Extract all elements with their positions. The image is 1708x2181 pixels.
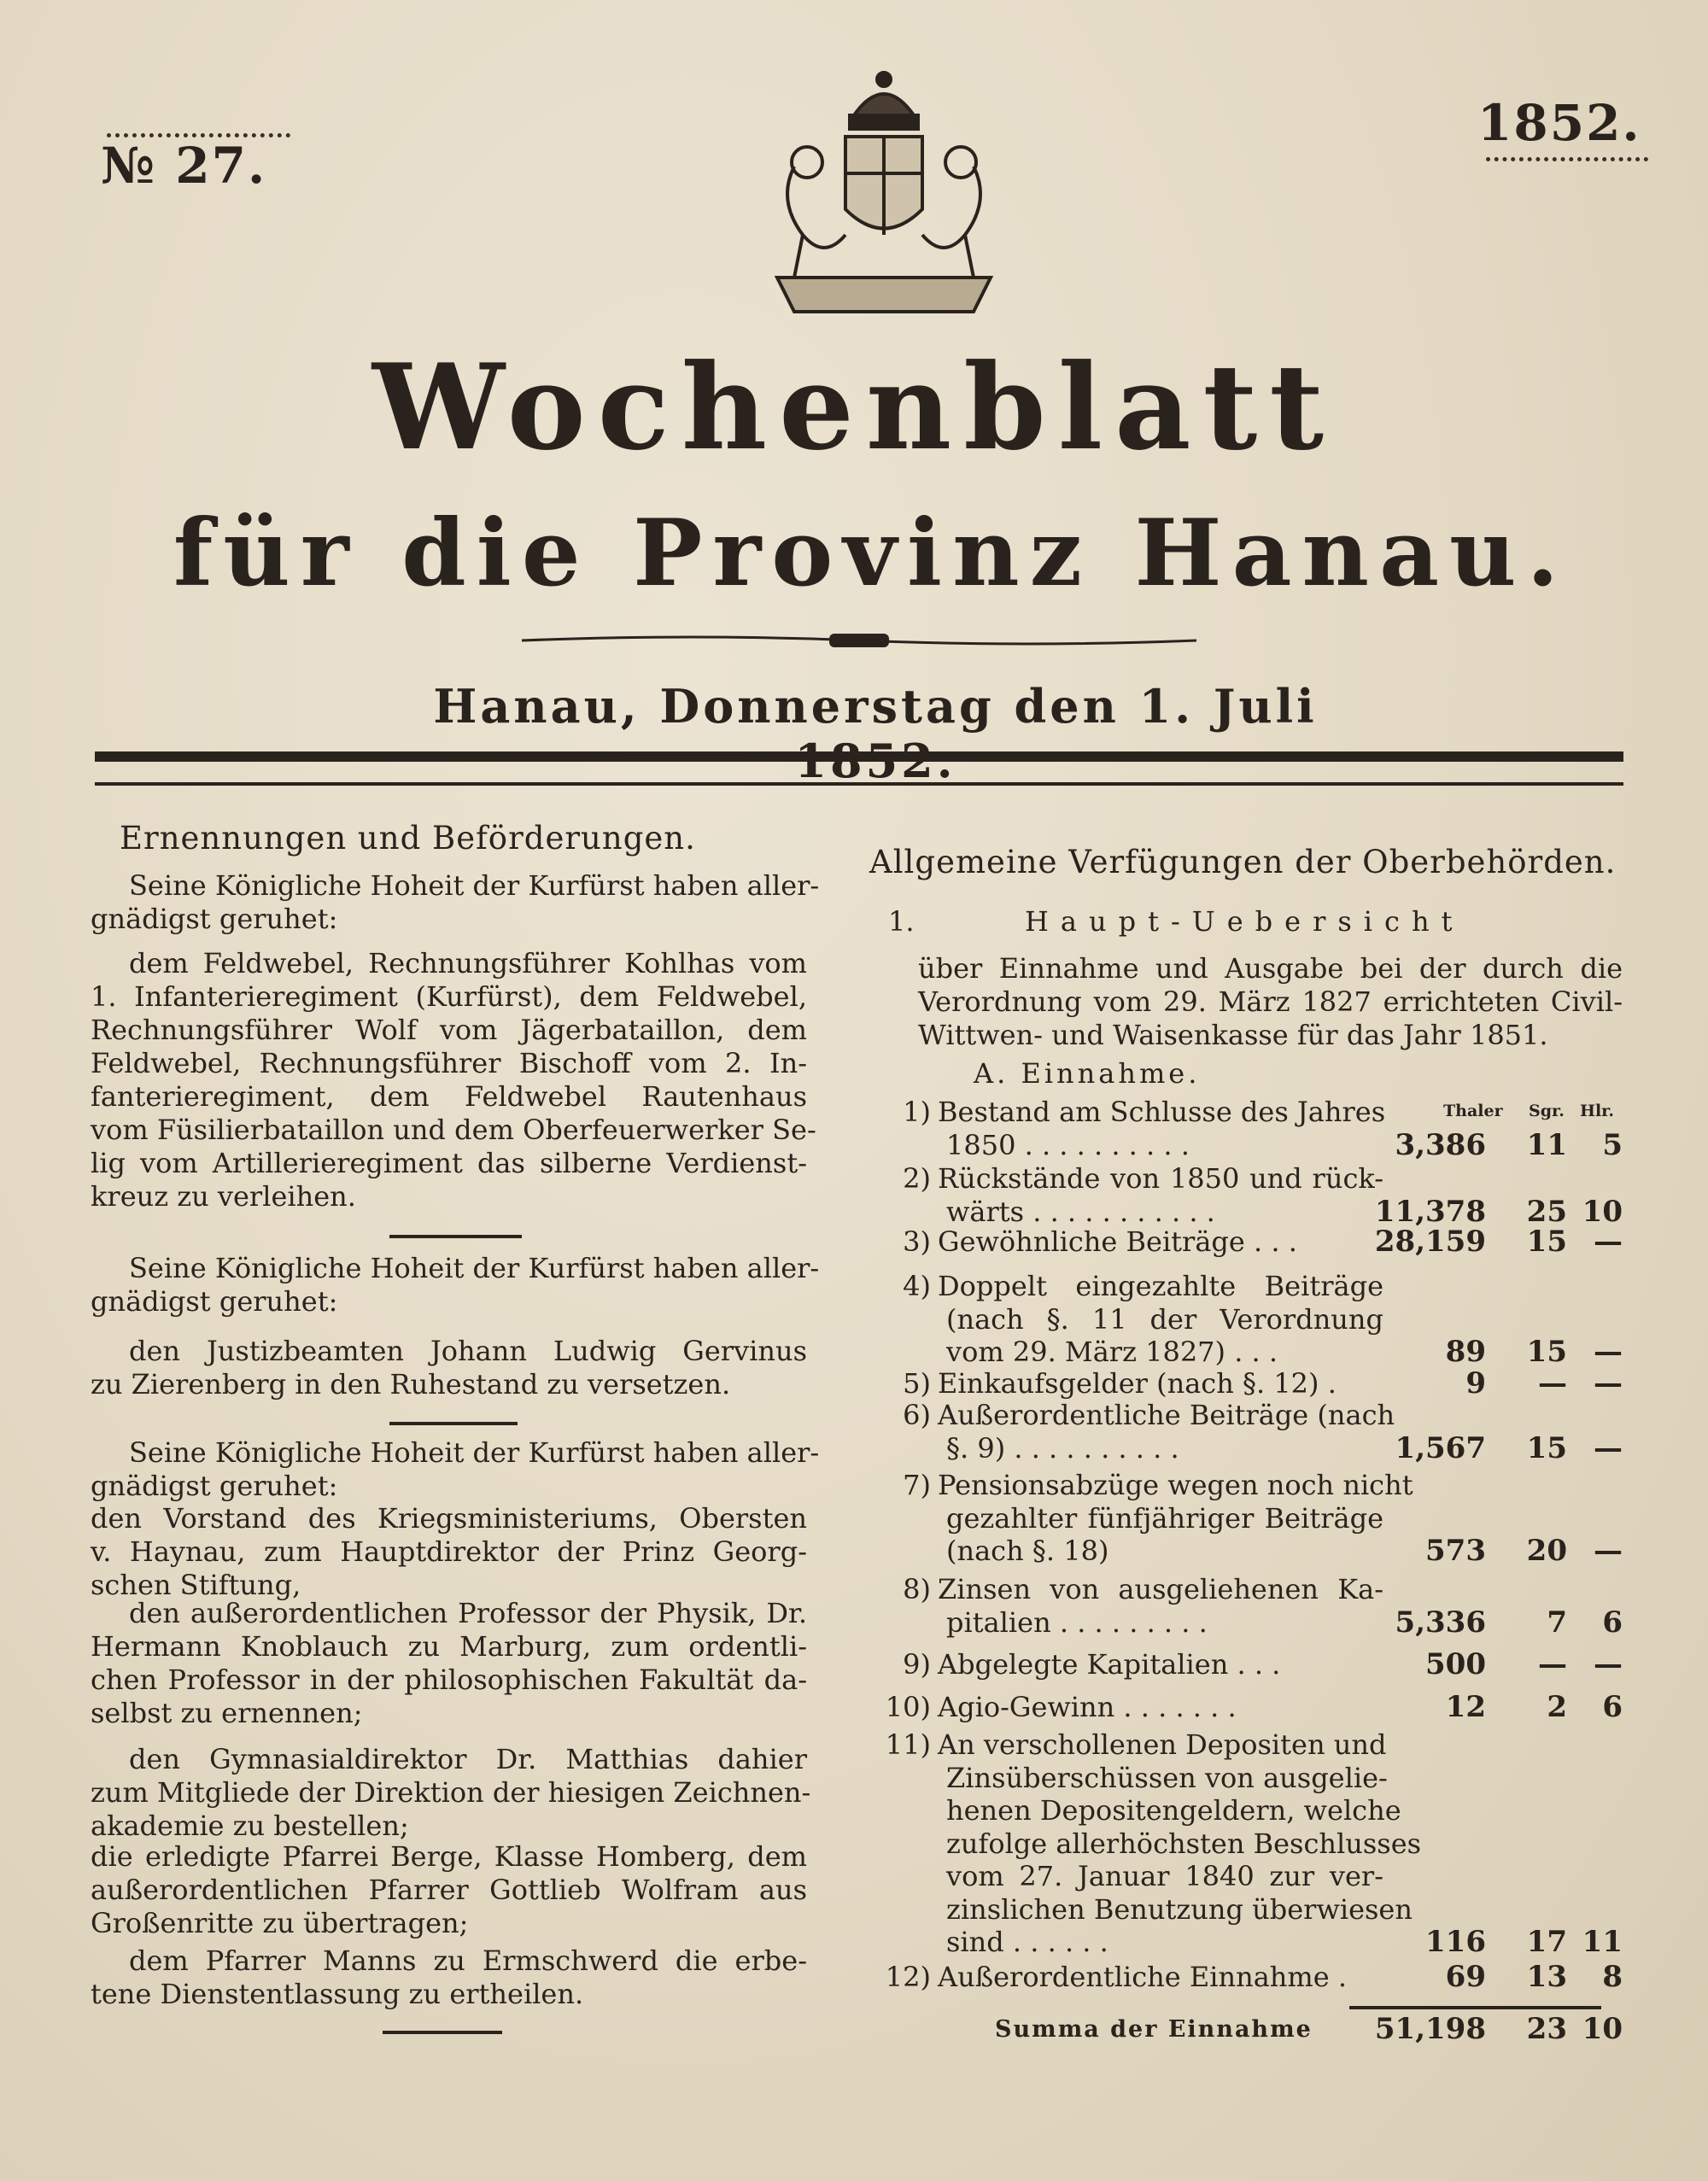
paragraph-line: dem Feldwebel, Rechnungsführer Kohlhas vom [129, 947, 807, 979]
paragraph-line: Rechnungsführer Wolf vom Jägerbataillon, dem [91, 1014, 807, 1046]
column-header-thaler: Thaler [1443, 1102, 1503, 1120]
paragraph-line: chen Professor in der philosophischen Fakultät da- [91, 1664, 807, 1696]
intro-line: über Einnahme und Ausgabe bei der durch die [918, 952, 1623, 985]
paragraph-line: den Vorstand des Kriegsministeriums, Obersten [91, 1502, 807, 1535]
total-thaler: 51,198 [1374, 2012, 1486, 2046]
item-number: 1) [903, 1096, 931, 1128]
newspaper-title-line1: Wochenblatt [371, 337, 1337, 477]
amount-hlr: 11 [1582, 1925, 1623, 1959]
item-line: Abgelegte Kapitalien . . . [938, 1648, 1281, 1681]
amount-sgr: 15 [1526, 1225, 1567, 1259]
paragraph-line: den Gymnasialdirektor Dr. Matthias dahier [129, 1743, 807, 1775]
paragraph-line: Feldwebel, Rechnungsführer Bischoff vom 2. In- [91, 1047, 807, 1079]
amount-hlr: 5 [1602, 1127, 1623, 1162]
item-line: Bestand am Schlusse des Jahres [938, 1096, 1386, 1128]
item-line: Außerordentliche Beiträge (nach [938, 1399, 1395, 1431]
amount-hlr: 8 [1602, 1960, 1623, 1994]
amount-thaler: 1,567 [1395, 1430, 1486, 1465]
amount-sgr: 25 [1526, 1194, 1567, 1229]
item-number: 9) [903, 1648, 931, 1681]
paragraph-line: gnädigst geruhet: [91, 1285, 338, 1318]
paragraph-line: zu Zierenberg in den Ruhestand zu versetzen. [91, 1368, 731, 1400]
newspaper-title-line2: für die Provinz Hanau. [173, 500, 1570, 607]
amount-hlr: — [1594, 1366, 1623, 1400]
item-line: zinslichen Benutzung überwiesen [946, 1892, 1413, 1926]
paragraph-line: v. Haynau, zum Hauptdirektor der Prinz Georg- [91, 1535, 807, 1568]
column-header-sgr: Sgr. [1529, 1102, 1565, 1120]
item-line: gezahlter fünfjähriger Beiträge [946, 1501, 1383, 1535]
paragraph-line: Seine Königliche Hoheit der Kurfürst haben aller- [129, 1252, 820, 1284]
section-separator-rule [389, 1235, 522, 1238]
item-number: 2) [903, 1162, 931, 1195]
item-line: wärts . . . . . . . . . . . [946, 1195, 1215, 1228]
item-line: Gewöhnliche Beiträge . . . [938, 1225, 1297, 1258]
paragraph-line: kreuz zu verleihen. [91, 1180, 356, 1213]
amount-sgr: 15 [1526, 1430, 1567, 1465]
item-line: Einkaufsgelder (nach §. 12) . [938, 1367, 1337, 1400]
amount-hlr: 6 [1602, 1605, 1623, 1640]
item-line: sind . . . . . . [946, 1926, 1108, 1958]
item-line: (nach §. 11 der Verordnung [946, 1302, 1383, 1336]
section-number: 1. [888, 905, 915, 938]
paragraph-line: selbst zu ernennen; [91, 1697, 363, 1729]
paragraph-line: tene Dienstentlassung zu ertheilen. [91, 1978, 584, 2010]
amount-thaler: 573 [1425, 1534, 1486, 1568]
amount-thaler: 9 [1465, 1366, 1486, 1400]
item-number: 6) [903, 1399, 931, 1431]
item-line: §. 9) . . . . . . . . . . [946, 1431, 1179, 1465]
section-heading: Allgemeine Verfügungen der Oberbehörden. [869, 844, 1617, 880]
paragraph-line: außerordentlichen Pfarrer Gottlieb Wolfram aus [91, 1874, 807, 1906]
coat-of-arms-icon [743, 64, 1025, 325]
item-line: An verschollenen Depositen und [938, 1728, 1387, 1761]
item-line: vom 29. März 1827) . . . [946, 1336, 1278, 1368]
item-line: (nach §. 18) [946, 1535, 1109, 1567]
intro-line: Wittwen- und Waisenkasse für das Jahr 1851. [918, 1019, 1548, 1051]
item-number: 11) [885, 1728, 931, 1761]
paragraph-line: lig vom Artillerieregiment das silberne Verdienst- [91, 1147, 807, 1179]
item-number: 5) [903, 1367, 931, 1400]
item-line: pitalien . . . . . . . . . [946, 1605, 1208, 1639]
sum-rule [1349, 2006, 1601, 2009]
amount-hlr: — [1594, 1647, 1623, 1681]
year: 1852. [1477, 94, 1641, 152]
paragraph-line: fanterieregiment, dem Feldwebel Rautenhaus [91, 1080, 807, 1113]
subheading-income: A. Einnahme. [974, 1057, 1201, 1090]
paragraph-line: vom Füsilierbataillon und dem Oberfeuerwerker Se- [91, 1114, 816, 1146]
column-header-hlr: Hlr. [1580, 1102, 1615, 1120]
item-line: Rückstände von 1850 und rück- [938, 1162, 1383, 1195]
item-line: Außerordentliche Einnahme . [938, 1961, 1348, 1993]
issue-underline [107, 128, 290, 137]
item-number: 3) [903, 1225, 931, 1258]
paragraph-line: akademie zu bestellen; [91, 1810, 409, 1842]
item-line: zufolge allerhöchsten Beschlusses [946, 1827, 1422, 1860]
amount-thaler: 11,378 [1374, 1194, 1486, 1229]
amount-thaler: 89 [1445, 1335, 1486, 1369]
paragraph-line: Hermann Knoblauch zu Marburg, zum ordentli- [91, 1630, 807, 1663]
section-separator-rule [389, 1422, 518, 1425]
item-line: 1850 . . . . . . . . . . [946, 1128, 1190, 1161]
amount-sgr: — [1538, 1647, 1567, 1681]
amount-sgr: 7 [1547, 1605, 1567, 1640]
paragraph-line: schen Stiftung, [91, 1569, 301, 1601]
amount-hlr: — [1594, 1225, 1623, 1259]
amount-sgr: 11 [1526, 1127, 1567, 1162]
paragraph-line: Seine Königliche Hoheit der Kurfürst haben aller- [129, 1436, 820, 1469]
amount-thaler: 28,159 [1374, 1225, 1486, 1259]
paragraph-line: dem Pfarrer Manns zu Ermschwerd die erbe- [129, 1944, 807, 1977]
item-number: 8) [903, 1573, 931, 1605]
masthead-rule [95, 751, 1623, 786]
intro-line: Verordnung vom 29. März 1827 errichteten Civil- [918, 985, 1623, 1018]
amount-sgr: 13 [1526, 1960, 1567, 1994]
paragraph-line: Seine Königliche Hoheit der Kurfürst haben aller- [129, 869, 820, 902]
amount-hlr: — [1594, 1335, 1623, 1369]
item-line: Doppelt eingezahlte Beiträge [938, 1270, 1383, 1302]
paragraph-line: zum Mitgliede der Direktion der hiesigen Zeichnen- [91, 1776, 811, 1809]
item-number: 4) [903, 1270, 931, 1302]
ornamental-divider [522, 630, 1196, 651]
amount-sgr: 15 [1526, 1335, 1567, 1369]
amount-thaler: 3,386 [1395, 1127, 1486, 1162]
section-title: Haupt-Uebersicht [1025, 905, 1465, 938]
item-line: Pensionsabzüge wegen noch nicht [938, 1469, 1413, 1501]
paragraph-line: den Justizbeamten Johann Ludwig Gervinus [129, 1335, 807, 1367]
total-sgr: 23 [1526, 2012, 1567, 2046]
amount-hlr: 6 [1602, 1690, 1623, 1724]
item-line: henen Depositengeldern, welche [946, 1794, 1401, 1827]
paragraph-line: Großenritte zu übertragen; [91, 1907, 469, 1939]
total-hlr: 10 [1582, 2012, 1623, 2046]
paragraph-line: gnädigst geruhet: [91, 903, 338, 935]
issue-number: № 27. [101, 137, 267, 195]
item-number: 7) [903, 1469, 931, 1501]
amount-sgr: 17 [1526, 1925, 1567, 1959]
amount-sgr: — [1538, 1366, 1567, 1400]
item-line: Zinsen von ausgeliehenen Ka- [938, 1573, 1383, 1605]
amount-sgr: 2 [1547, 1690, 1567, 1724]
section-heading: Ernennungen und Beförderungen. [120, 820, 696, 857]
amount-thaler: 116 [1425, 1925, 1486, 1959]
section-separator-rule [383, 2031, 502, 2034]
amount-thaler: 12 [1445, 1690, 1486, 1724]
paragraph-line: die erledigte Pfarrei Berge, Klasse Homberg, dem [91, 1840, 807, 1873]
item-number: 12) [885, 1961, 931, 1993]
item-line: Agio-Gewinn . . . . . . . [938, 1691, 1237, 1723]
dateline: Hanau, Donnerstag den 1. Juli 1852. [433, 679, 1318, 788]
item-line: vom 27. Januar 1840 zur ver- [946, 1860, 1383, 1892]
paragraph-line: gnädigst geruhet: [91, 1470, 338, 1502]
amount-sgr: 20 [1526, 1534, 1567, 1568]
amount-thaler: 500 [1425, 1647, 1486, 1681]
paragraph-line: den außerordentlichen Professor der Physik, Dr. [129, 1597, 807, 1629]
total-label: Summa der Einnahme [995, 2016, 1313, 2043]
item-line: Zinsüberschüssen von ausgelie- [946, 1761, 1388, 1794]
amount-thaler: 69 [1445, 1960, 1486, 1994]
year-underline [1486, 152, 1648, 161]
paragraph-line: 1. Infanterieregiment (Kurfürst), dem Feldwebel, [91, 980, 807, 1013]
amount-hlr: — [1594, 1534, 1623, 1568]
item-number: 10) [885, 1691, 931, 1723]
amount-thaler: 5,336 [1395, 1605, 1486, 1640]
amount-hlr: — [1594, 1430, 1623, 1465]
amount-hlr: 10 [1582, 1194, 1623, 1229]
